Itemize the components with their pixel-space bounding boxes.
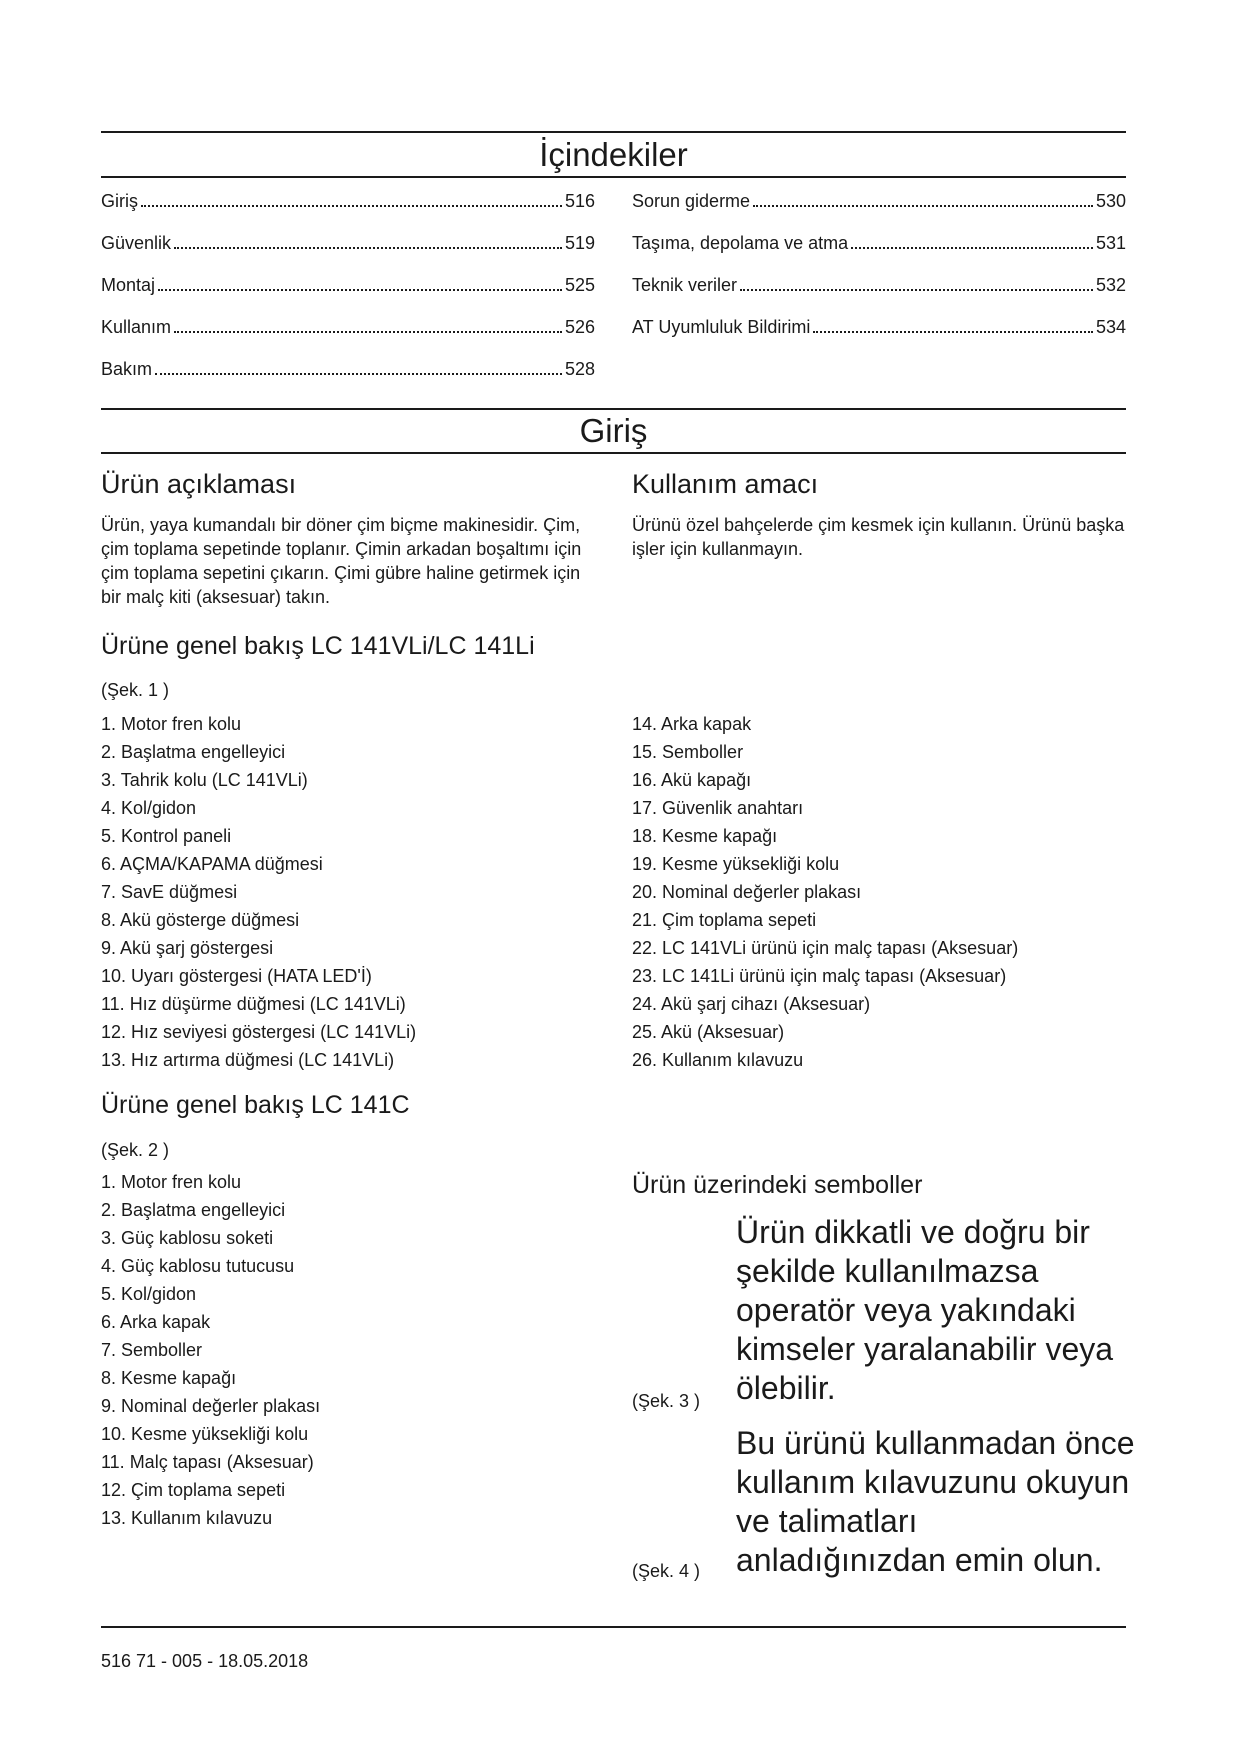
toc-leader-dots — [753, 205, 1093, 207]
overview1-list-left — [101, 713, 416, 1077]
intro-bottom-rule — [101, 452, 1126, 454]
list-item: 15. Semboller — [632, 742, 744, 762]
list-item: 8. Kesme kapağı — [101, 1368, 237, 1388]
toc-entry[interactable] — [632, 232, 1126, 274]
toc-entry-page: 526 — [564, 317, 595, 337]
toc-bottom-rule — [101, 176, 1126, 178]
overview1-heading: Ürüne genel bakış LC 141VLi/LC 141Li — [101, 632, 535, 660]
toc-entry[interactable] — [632, 190, 1126, 232]
list-item: 3. Güç kablosu soketi — [101, 1228, 274, 1248]
toc-entry-page: 530 — [1095, 191, 1126, 211]
toc-entry[interactable] — [632, 316, 1126, 358]
overview2-heading: Ürüne genel bakış LC 141C — [101, 1091, 410, 1119]
list-item: 13. Kullanım kılavuzu — [101, 1508, 273, 1528]
overview1-list-right — [632, 713, 1018, 1077]
intended-use-heading: Kullanım amacı — [632, 469, 819, 499]
intro-top-rule — [101, 408, 1126, 410]
toc-left-column — [101, 190, 595, 400]
list-item: 8. Akü gösterge düğmesi — [101, 910, 300, 930]
list-item: 9. Akü şarj göstergesi — [101, 938, 274, 958]
toc-entry-title: Bakım — [101, 359, 153, 379]
toc-entry-title: Montaj — [101, 275, 156, 295]
toc-leader-dots — [740, 289, 1093, 291]
overview2-list — [101, 1171, 320, 1535]
footer-doc-id: 516 71 - 005 - 18.05.2018 — [101, 1651, 309, 1671]
toc-entry-page: 519 — [564, 233, 595, 253]
list-item: 11. Hız düşürme düğmesi (LC 141VLi) — [101, 994, 406, 1014]
toc-leader-dots — [174, 331, 562, 333]
list-item: 22. LC 141VLi ürünü için malç tapası (Aksesuar) — [632, 938, 1019, 958]
toc-entry-title: AT Uyumluluk Bildirimi — [632, 317, 811, 337]
toc-entry-page: 534 — [1095, 317, 1126, 337]
list-item: 2. Başlatma engelleyici — [101, 742, 286, 762]
product-description-text: Ürün, yaya kumandalı bir döner çim biçme makinesidir. Çim, çim toplama sepetinde toplanır. Çimin arkadan boşaltımı için çim toplama sepetini çıkarın. Çimi gübre haline getirmek için bir malç kiti (aksesuar) takın. — [101, 515, 582, 607]
list-item: 4. Güç kablosu tutucusu — [101, 1256, 295, 1276]
list-item: 2. Başlatma engelleyici — [101, 1200, 286, 1220]
list-item: 26. Kullanım kılavuzu — [632, 1050, 804, 1070]
list-item: 12. Çim toplama sepeti — [101, 1480, 286, 1500]
fig4-ref: (Şek. 4 ) — [632, 1561, 701, 1581]
intended-use-text: Ürünü özel bahçelerde çim kesmek için kullanın. Ürünü başka işler için kullanmayın. — [632, 515, 1125, 559]
toc-entry-page: 516 — [564, 191, 595, 211]
toc-entry-page: 525 — [564, 275, 595, 295]
toc-entry[interactable] — [101, 232, 595, 274]
toc-leader-dots — [851, 247, 1093, 249]
fig3-ref: (Şek. 3 ) — [632, 1391, 701, 1411]
toc-entry-title: Sorun giderme — [632, 191, 751, 211]
toc-top-rule — [101, 131, 1126, 133]
toc-right-column — [632, 190, 1126, 358]
overview1-fig-ref: (Şek. 1 ) — [101, 680, 170, 700]
toc-leader-dots — [155, 373, 562, 375]
overview2-fig-ref: (Şek. 2 ) — [101, 1140, 170, 1160]
list-item: 21. Çim toplama sepeti — [632, 910, 817, 930]
list-item: 23. LC 141Li ürünü için malç tapası (Aksesuar) — [632, 966, 1007, 986]
list-item: 10. Kesme yüksekliği kolu — [101, 1424, 309, 1444]
toc-leader-dots — [158, 289, 562, 291]
list-item: 10. Uyarı göstergesi (HATA LED'İ) — [101, 966, 372, 986]
symbols-heading: Ürün üzerindeki semboller — [632, 1171, 923, 1199]
toc-entry-page: 528 — [564, 359, 595, 379]
product-description-heading: Ürün açıklaması — [101, 469, 297, 499]
toc-entry[interactable] — [101, 316, 595, 358]
list-item: 25. Akü (Aksesuar) — [632, 1022, 785, 1042]
toc-entry-title: Kullanım — [101, 317, 172, 337]
toc-entry-title: Teknik veriler — [632, 275, 738, 295]
list-item: 11. Malç tapası (Aksesuar) — [101, 1452, 314, 1472]
list-item: 19. Kesme yüksekliği kolu — [632, 854, 840, 874]
list-item: 13. Hız artırma düğmesi (LC 141VLi) — [101, 1050, 395, 1070]
toc-entry[interactable] — [101, 274, 595, 316]
toc-title: İçindekiler — [539, 136, 688, 173]
list-item: 17. Güvenlik anahtarı — [632, 798, 804, 818]
toc-leader-dots — [813, 331, 1093, 333]
toc-leader-dots — [174, 247, 562, 249]
list-item: 24. Akü şarj cihazı (Aksesuar) — [632, 994, 871, 1014]
symbol-manual-text: Bu ürünü kullanmadan önce kullanım kılavuzunu okuyun ve talimatları anladığınızdan emin olun. — [736, 1425, 1135, 1578]
list-item: 1. Motor fren kolu — [101, 714, 242, 734]
list-item: 20. Nominal değerler plakası — [632, 882, 862, 902]
toc-entry[interactable] — [632, 274, 1126, 316]
list-item: 18. Kesme kapağı — [632, 826, 778, 846]
toc-entry-page: 532 — [1095, 275, 1126, 295]
footer-rule — [101, 1626, 1126, 1628]
intro-title: Giriş — [579, 412, 648, 449]
toc-entry[interactable] — [101, 190, 595, 232]
list-item: 12. Hız seviyesi göstergesi (LC 141VLi) — [101, 1022, 417, 1042]
list-item: 3. Tahrik kolu (LC 141VLi) — [101, 770, 308, 790]
toc-entry[interactable] — [101, 358, 595, 400]
list-item: 6. Arka kapak — [101, 1312, 211, 1332]
list-item: 7. SavE düğmesi — [101, 882, 238, 902]
list-item: 1. Motor fren kolu — [101, 1172, 242, 1192]
toc-entry-page: 531 — [1095, 233, 1126, 253]
list-item: 9. Nominal değerler plakası — [101, 1396, 321, 1416]
list-item: 16. Akü kapağı — [632, 770, 752, 790]
toc-entry-title: Taşıma, depolama ve atma — [632, 233, 849, 253]
toc-entry-title: Güvenlik — [101, 233, 172, 253]
list-item: 5. Kontrol paneli — [101, 826, 232, 846]
symbol-warning-text: Ürün dikkatli ve doğru bir şekilde kullanılmazsa operatör veya yakındaki kimseler yaralanabilir veya ölebilir. — [736, 1214, 1114, 1406]
list-item: 6. AÇMA/KAPAMA düğmesi — [101, 854, 323, 874]
list-item: 7. Semboller — [101, 1340, 203, 1360]
list-item: 4. Kol/gidon — [101, 798, 197, 818]
toc-entry-title: Giriş — [101, 191, 138, 211]
list-item: 14. Arka kapak — [632, 714, 752, 734]
toc-leader-dots — [141, 205, 562, 207]
list-item: 5. Kol/gidon — [101, 1284, 197, 1304]
